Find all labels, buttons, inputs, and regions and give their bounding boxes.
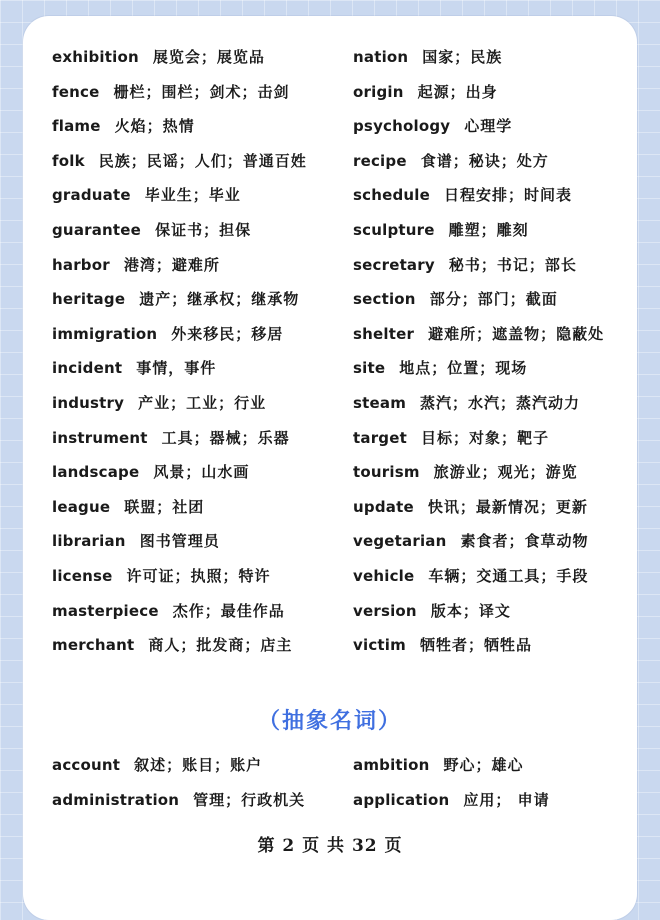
vocab-entry — [52, 144, 314, 179]
vocab-word: section — [353, 290, 416, 309]
vocab-meaning: 管理；行政机关 — [193, 790, 306, 809]
vocab-entry — [52, 490, 344, 525]
vocab-meaning: 国家；民族 — [422, 48, 503, 66]
vocab-meaning: 车辆；交通工具；手段 — [428, 566, 589, 585]
abstract-column-right — [353, 748, 637, 817]
vocab-entry — [52, 455, 344, 490]
page-card — [23, 16, 637, 920]
section-heading: （抽象名词） — [257, 709, 402, 734]
vocab-meaning: 火焰；热情 — [114, 117, 195, 136]
vocab-word: psychology — [353, 117, 451, 136]
vocab-meaning: 杰作；最佳作品 — [172, 601, 285, 620]
vocab-entry — [52, 421, 344, 456]
vocab-word: landscape — [52, 463, 140, 482]
vocab-meaning: 素食者；食草动物 — [460, 532, 589, 551]
vocab-word: license — [52, 566, 113, 585]
vocab-word: immigration — [52, 324, 158, 343]
vocab-entry — [353, 248, 637, 283]
vocab-meaning: 牺牲者；牺牲品 — [419, 636, 532, 655]
vocab-word: vehicle — [353, 566, 415, 585]
vocab-meaning: 联盟；社团 — [124, 497, 205, 516]
abstract-column-left — [52, 748, 344, 817]
vocab-column-right — [353, 40, 637, 663]
vocab-meaning: 港湾；避难所 — [123, 255, 220, 274]
vocab-meaning: 食谱；秘诀；处方 — [420, 151, 549, 170]
vocab-word: application — [353, 790, 450, 809]
vocab-word: administration — [52, 790, 180, 809]
vocab-word: flame — [52, 117, 101, 136]
vocab-word: merchant — [52, 636, 135, 655]
vocab-meaning: 心理学 — [464, 117, 513, 136]
vocab-meaning: 遗产；继承权；继承物 — [139, 290, 300, 309]
vocab-entry — [353, 317, 637, 352]
vocab-meaning: 展览会；展览品 — [152, 48, 265, 66]
vocab-word: victim — [353, 636, 406, 655]
vocab-column-left — [52, 40, 344, 663]
vocab-word: account — [52, 756, 121, 774]
vocab-entry — [52, 317, 344, 352]
vocab-meaning: 部分；部门；截面 — [429, 290, 558, 309]
vocab-meaning: 蒸汽；水汽；蒸汽动力 — [420, 393, 581, 412]
vocab-entry — [52, 524, 344, 559]
vocab-meaning: 起源；出身 — [417, 82, 498, 101]
vocab-entry — [353, 490, 637, 525]
vocab-entry — [52, 386, 344, 421]
vocab-word: site — [353, 359, 386, 378]
vocab-word: nation — [353, 48, 409, 66]
vocab-meaning: 目标；对象；靶子 — [420, 428, 549, 447]
vocab-word: shelter — [353, 324, 415, 343]
vocab-word: version — [353, 601, 417, 620]
vocab-entry — [52, 248, 344, 283]
vocab-entry — [52, 178, 344, 213]
vocab-word: fence — [52, 82, 100, 101]
vocab-word: steam — [353, 393, 407, 412]
vocab-meaning: 野心；雄心 — [443, 756, 524, 774]
vocab-entry — [52, 748, 344, 783]
vocab-meaning: 保证书；担保 — [155, 220, 252, 239]
vocab-meaning: 图书管理员 — [139, 532, 220, 551]
vocab-word: folk — [52, 151, 85, 170]
vocab-entry — [52, 594, 344, 629]
vocab-entry — [353, 524, 637, 559]
vocab-entry — [353, 559, 637, 594]
vocab-entry — [353, 351, 637, 386]
vocab-entry — [353, 282, 637, 317]
vocab-meaning: 毕业生；毕业 — [144, 186, 241, 205]
vocab-entry — [52, 351, 344, 386]
vocab-meaning: 叙述；账目；账户 — [134, 756, 263, 774]
vocab-word: librarian — [52, 532, 126, 551]
vocab-meaning: 民族；民谣；人们；普通百姓 — [98, 151, 307, 170]
vocab-entry — [353, 178, 637, 213]
vocab-entry — [353, 421, 637, 456]
vocab-entry — [353, 783, 637, 818]
vocab-meaning: 快讯；最新情况；更新 — [427, 497, 588, 516]
vocab-word: secretary — [353, 255, 435, 274]
vocab-meaning: 栅栏；围栏；剑术；击剑 — [113, 82, 290, 101]
vocab-entry — [353, 386, 637, 421]
vocab-meaning: 外来移民；移居 — [171, 324, 284, 343]
vocab-meaning: 工具；器械；乐器 — [161, 428, 290, 447]
vocab-word: industry — [52, 393, 125, 412]
vocab-entry — [52, 75, 344, 110]
vocab-word: target — [353, 428, 407, 447]
vocab-word: vegetarian — [353, 532, 447, 551]
vocab-entry — [353, 109, 637, 144]
vocab-word: recipe — [353, 151, 407, 170]
vocab-entry — [353, 748, 637, 783]
vocab-entry — [52, 40, 344, 75]
vocab-entry — [52, 213, 344, 248]
vocab-meaning: 许可证；执照；特许 — [126, 566, 271, 585]
vocab-word: graduate — [52, 186, 131, 205]
vocab-word: guarantee — [52, 220, 142, 239]
vocab-meaning: 应用； 申请 — [463, 790, 550, 809]
vocab-entry — [52, 109, 344, 144]
vocab-word: instrument — [52, 428, 148, 447]
vocab-meaning: 秘书；书记；部长 — [448, 255, 577, 274]
vocab-entry — [353, 455, 637, 490]
vocab-word: sculpture — [353, 220, 435, 239]
vocab-entry — [353, 594, 637, 629]
vocab-meaning: 风景；山水画 — [153, 463, 250, 482]
vocab-meaning: 版本；译文 — [430, 601, 511, 620]
vocab-meaning: 地点；位置；现场 — [399, 359, 528, 378]
vocab-meaning: 商人；批发商；店主 — [148, 636, 293, 655]
vocab-entry — [52, 628, 344, 663]
vocab-word: tourism — [353, 463, 420, 482]
vocab-meaning: 避难所；遮盖物；隐蔽处 — [428, 324, 605, 343]
vocab-word: heritage — [52, 290, 126, 309]
page-number: 第 2 页 共 32 页 — [257, 836, 403, 856]
vocab-meaning: 产业；工业；行业 — [138, 393, 267, 412]
vocab-word: update — [353, 497, 414, 516]
vocab-word: incident — [52, 359, 123, 378]
vocab-entry — [353, 40, 637, 75]
vocab-word: league — [52, 497, 111, 516]
vocab-word: exhibition — [52, 48, 139, 66]
vocab-entry — [52, 783, 344, 818]
vocab-word: schedule — [353, 186, 431, 205]
vocab-meaning: 雕塑；雕刻 — [448, 220, 529, 239]
vocab-word: harbor — [52, 255, 110, 274]
vocab-word: ambition — [353, 756, 430, 774]
vocab-entry — [353, 628, 637, 663]
vocab-entry — [353, 213, 637, 248]
vocab-entry — [52, 559, 344, 594]
vocab-entry — [52, 282, 344, 317]
vocab-entry — [353, 75, 637, 110]
vocab-word: masterpiece — [52, 601, 159, 620]
vocab-meaning: 事情，事件 — [136, 359, 217, 378]
vocab-meaning: 旅游业；观光；游览 — [433, 463, 578, 482]
vocab-meaning: 日程安排；时间表 — [444, 186, 573, 205]
vocab-entry — [353, 144, 637, 179]
vocab-word: origin — [353, 82, 404, 101]
